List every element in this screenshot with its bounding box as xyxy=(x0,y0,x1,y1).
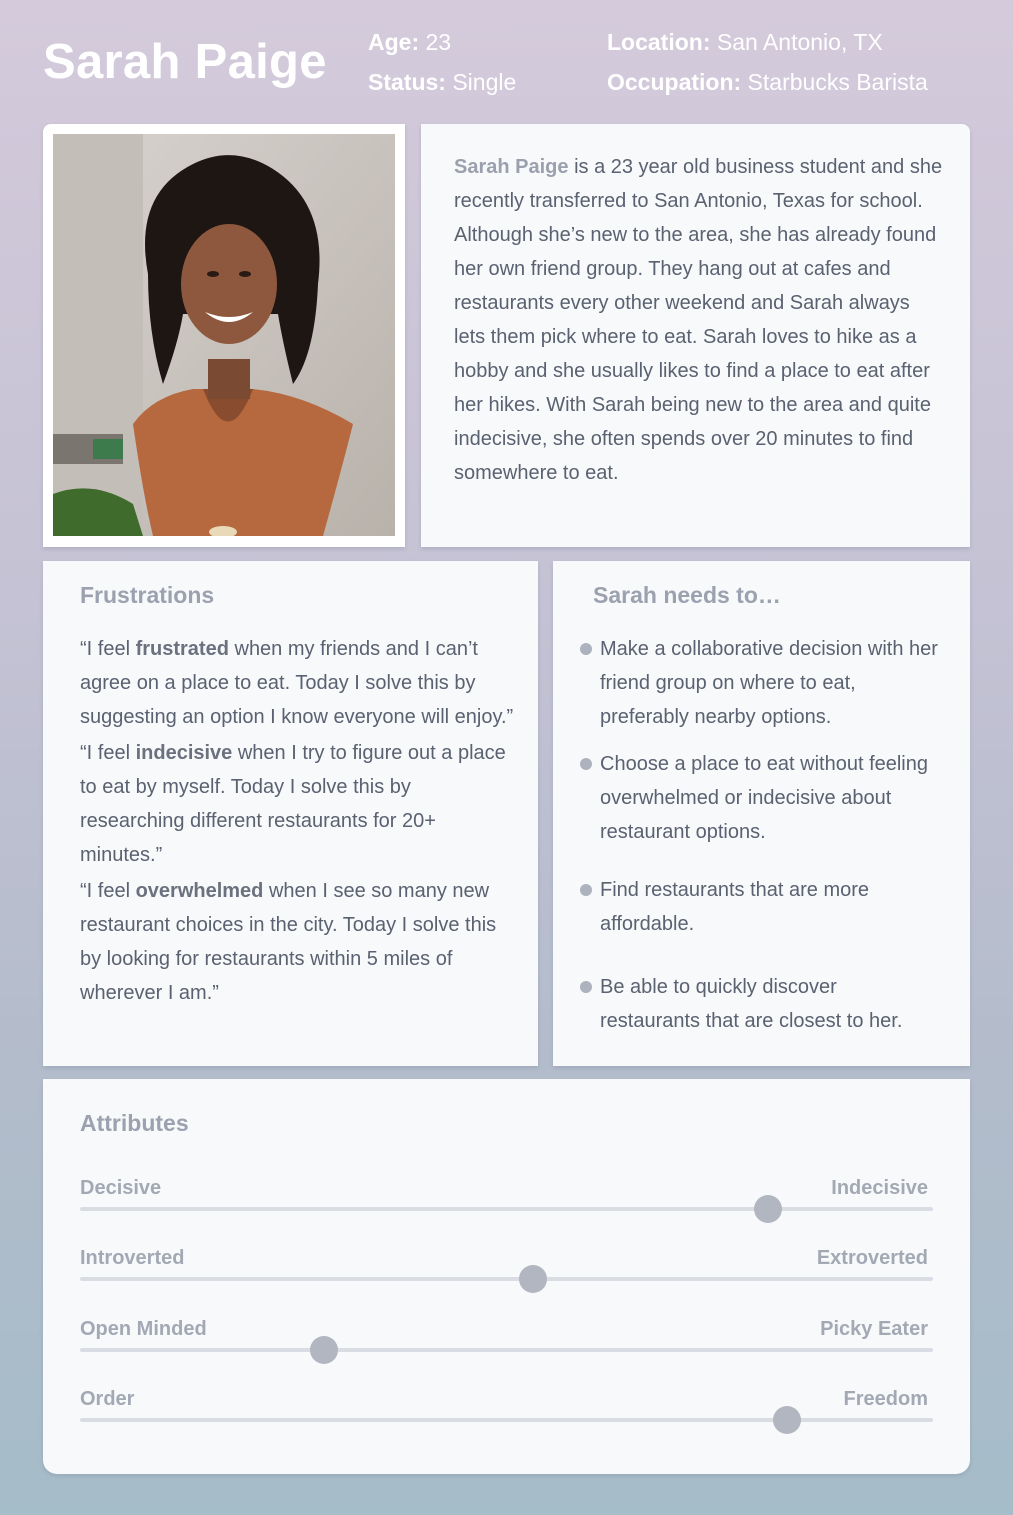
slider-left-label: Introverted xyxy=(80,1247,185,1269)
occupation-value: Starbucks Barista xyxy=(741,69,928,95)
slider-knob[interactable] xyxy=(310,1336,338,1364)
slider-left-label: Decisive xyxy=(80,1177,162,1199)
location-value: San Antonio, TX xyxy=(710,29,883,55)
status-label: Status: xyxy=(368,69,446,95)
needs-title: Sarah needs to… xyxy=(593,582,781,608)
frustration-item: “I feel indecisive when I try to figure out a place to eat by myself. Today I solve this by researching different restaurants for 20+ minutes.” xyxy=(80,742,506,866)
slider-left-label: Order xyxy=(80,1388,135,1410)
slider-knob[interactable] xyxy=(754,1195,782,1223)
slider-track[interactable] xyxy=(80,1277,933,1281)
location-field xyxy=(607,29,883,56)
age-value: 23 xyxy=(419,29,452,55)
need-item: Find restaurants that are more affordable. xyxy=(580,873,940,941)
slider-knob[interactable] xyxy=(519,1265,547,1293)
persona-photo-frame xyxy=(43,124,405,547)
age-label: Age: xyxy=(368,29,420,55)
bullet-icon xyxy=(580,758,592,770)
attributes-title: Attributes xyxy=(80,1110,189,1136)
status-value: Single xyxy=(445,69,517,95)
persona-photo xyxy=(53,134,395,536)
bullet-icon xyxy=(580,981,592,993)
slider-right-label: Picky Eater xyxy=(820,1318,928,1340)
bullet-icon xyxy=(580,643,592,655)
occupation-label: Occupation: xyxy=(607,69,742,95)
portrait-illustration xyxy=(53,134,395,536)
bio-text xyxy=(454,150,944,490)
need-item: Be able to quickly discover restaurants that are closest to her. xyxy=(580,970,940,1038)
slider-track[interactable] xyxy=(80,1207,933,1211)
bio-name-highlight: Sarah Paige xyxy=(454,156,569,178)
persona-name: Sarah Paige xyxy=(43,35,327,89)
slider-knob[interactable] xyxy=(773,1406,801,1434)
status-field xyxy=(368,69,516,96)
bullet-icon xyxy=(580,884,592,896)
need-item: Make a collaborative decision with her friend group on where to eat, preferably nearby options. xyxy=(580,632,940,734)
location-label: Location: xyxy=(607,29,711,55)
slider-track[interactable] xyxy=(80,1348,933,1352)
age-field xyxy=(368,29,451,56)
frustrations-list xyxy=(80,632,520,1012)
frustrations-title: Frustrations xyxy=(80,582,215,608)
slider-right-label: Freedom xyxy=(843,1388,928,1410)
slider-right-label: Indecisive xyxy=(831,1177,928,1199)
slider-track[interactable] xyxy=(80,1418,933,1422)
occupation-field xyxy=(607,69,928,96)
slider-left-label: Open Minded xyxy=(80,1318,207,1340)
need-item: Choose a place to eat without feeling overwhelmed or indecisive about restaurant options. xyxy=(580,747,940,849)
bio-body: is a 23 year old business student and she recently transferred to San Antonio, Texas for school. Although she’s new to the area, she has already found her own friend group. They hang out at cafes and restaurants every other weekend and Sarah always lets them pick where to eat. Sarah loves to hike as a hobby and she usually likes to find a place to eat after her hikes. With Sarah being new to the area and quite indecisive, she often spends over 20 minutes to find somewhere to eat. xyxy=(454,156,943,484)
slider-right-label: Extroverted xyxy=(816,1247,928,1269)
frustration-item: “I feel frustrated when my friends and I can’t agree on a place to eat. Today I solve this by suggesting an option I know everyone will enjoy.” xyxy=(80,638,514,728)
frustration-item: “I feel overwhelmed when I see so many new restaurant choices in the city. Today I solve this by looking for restaurants within 5 miles of wherever I am.” xyxy=(80,880,497,1004)
